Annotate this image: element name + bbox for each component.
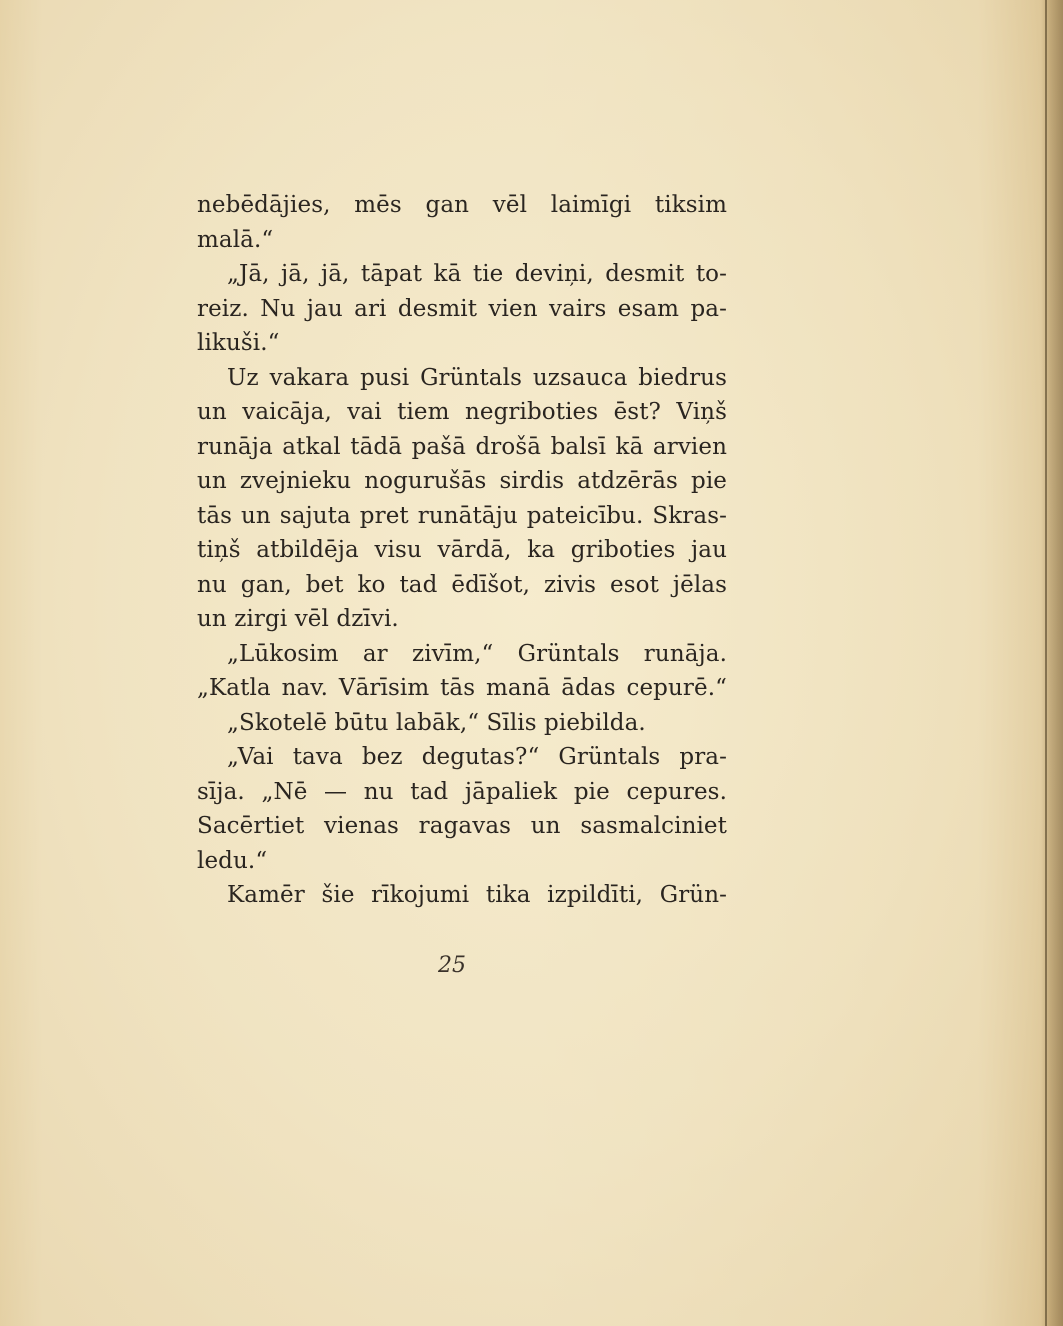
text-line: sīja. „Nē — nu tad jāpaliek pie cepures.: [197, 778, 727, 805]
text-line: „Jā, jā, jā, tāpat kā tie deviņi, desmit to-: [227, 261, 727, 287]
text-line: Sacērtiet vienas ragavas un sasmalciniet: [197, 813, 727, 839]
text-line: Kamēr šie rīkojumi tika izpildīti, Grün-: [227, 882, 727, 908]
text-line: tiņš atbildēja visu vārdā, ka griboties jau: [197, 537, 727, 563]
text-line: likuši.“: [197, 330, 280, 356]
text-line: nu gan, bet ko tad ēdīšot, zivis esot jēlas: [197, 571, 727, 598]
text-line: ledu.“: [197, 847, 268, 874]
text-line: un vaicāja, vai tiem negriboties ēst? Viņš: [197, 399, 727, 425]
text-line: „Skotelē būtu labāk,“ Sīlis piebilda.: [227, 709, 646, 736]
text-line: nebēdājies, mēs gan vēl laimīgi tiksim: [197, 192, 727, 218]
text-line: malā.“: [197, 226, 274, 253]
text-line: un zvejnieku nogurušās sirdis atdzērās pie: [197, 468, 727, 494]
text-line: „Lūkosim ar zivīm,“ Grüntals runāja.: [227, 640, 727, 667]
text-line: reiz. Nu jau ari desmit vien vairs esam pa-: [197, 295, 727, 322]
body-text: [197, 188, 727, 913]
text-line: Uz vakara pusi Grüntals uzsauca biedrus: [227, 364, 727, 391]
page-number: 25: [438, 953, 466, 978]
text-line: un zirgi vēl dzīvi.: [197, 606, 399, 632]
text-line: „Vai tava bez degutas?“ Grüntals pra-: [227, 744, 727, 770]
text-line: tās un sajuta pret runātāju pateicību. Skras-: [197, 502, 727, 529]
text-line: runāja atkal tādā pašā drošā balsī kā arvien: [197, 433, 727, 460]
page-edge-line: [1045, 0, 1047, 1326]
text-line: „Katla nav. Vārīsim tās manā ādas cepurē.“: [197, 675, 727, 701]
